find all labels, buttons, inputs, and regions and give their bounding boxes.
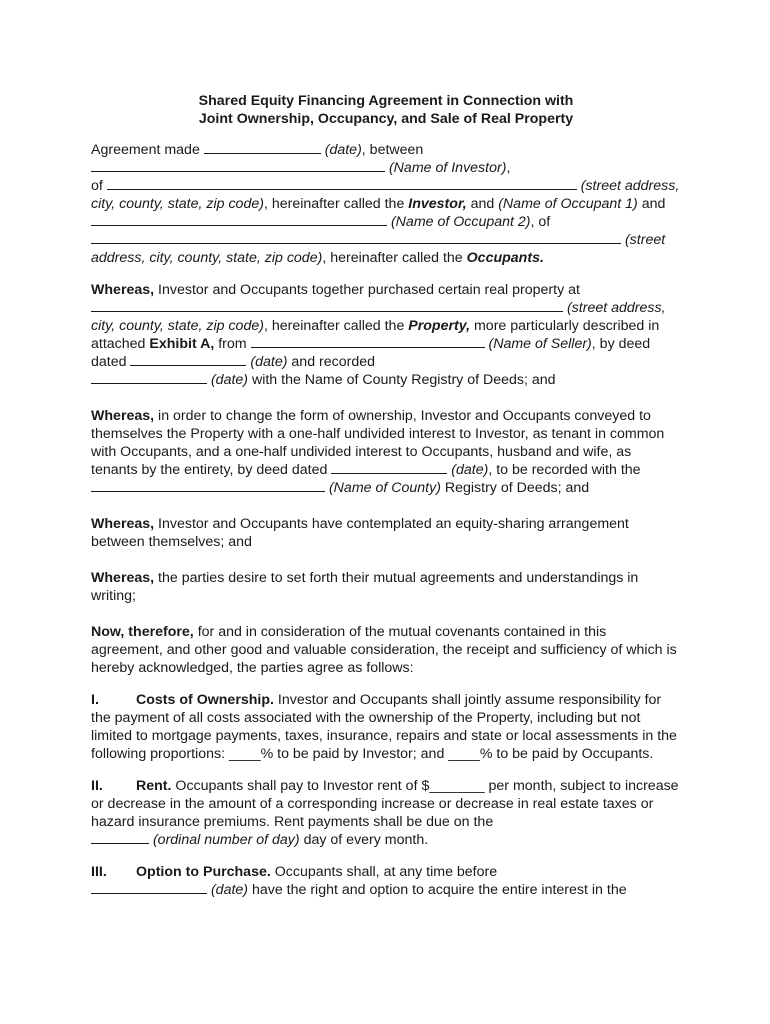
section-number: III.	[91, 864, 107, 880]
whereas-lead: Whereas,	[91, 516, 155, 532]
paragraph-text: Investor and Occupants have contemplated an equity-sharing arrangement between themselves; and	[91, 516, 629, 550]
paragraph-text: , by deed dated	[91, 336, 651, 370]
section-heading: Option to Purchase.	[136, 864, 271, 880]
date-label: (date)	[324, 142, 362, 158]
occupant2-blank[interactable]	[91, 213, 387, 226]
seller-label: (Name of Seller)	[488, 336, 592, 352]
paragraph-text: more particularly described in attached	[91, 318, 660, 352]
whereas-paragraph-3	[91, 515, 681, 551]
investor-address-blank[interactable]	[107, 177, 577, 190]
paragraph-text: and recorded	[287, 354, 376, 370]
whereas-paragraph-1	[91, 281, 681, 389]
section-heading: Rent.	[136, 778, 172, 794]
paragraph-text: Registry of Deeds; and	[440, 480, 590, 496]
paragraph-text: the parties desire to set forth their mutual agreements and understandings in writing;	[91, 570, 639, 604]
occupant1-label: (Name of Occupant 1)	[498, 196, 638, 212]
occupants-term: Occupants.	[466, 250, 544, 266]
whereas-lead: Whereas,	[91, 282, 155, 298]
ordinal-label: (ordinal number of day)	[152, 832, 300, 848]
title-line-1: Shared Equity Financing Agreement in Connection with	[198, 93, 574, 109]
investor-term: Investor,	[408, 196, 467, 212]
section-2	[91, 777, 681, 849]
paragraph-text: in order to change the form of ownership, Investor and Occupants conveyed to themselves the Property with a one-half undivided interest to Investor, as tenant in common with Occupants, and a one-half undivided interest to Occupants, husband and wife, as tenants by the entirety, by deed dated	[91, 408, 665, 478]
whereas-lead: Whereas,	[91, 408, 155, 424]
county-label: (Name of County)	[328, 480, 441, 496]
section-number: II.	[91, 778, 103, 794]
section-text: have the right and option to acquire the entire interest in the	[248, 882, 627, 898]
section-heading: Costs of Ownership.	[136, 692, 274, 708]
intro-text: of	[91, 178, 107, 194]
therefore-lead: Now, therefore,	[91, 624, 194, 640]
intro-text: , of	[530, 214, 551, 230]
therefore-paragraph	[91, 623, 681, 677]
section-text: Investor and Occupants shall jointly assume responsibility for the payment of all costs associated with the ownership of the Property, including but not limited to mortgage payments, taxes, insurance, repairs and state or local assessments in the following proportions: ____% to be paid by Investor; and ____% to be paid by Occupants.	[91, 692, 677, 762]
property-term: Property,	[408, 318, 471, 334]
intro-text: , hereinafter called the	[322, 250, 467, 266]
intro-text: and	[466, 196, 499, 212]
recorded-date-blank[interactable]	[91, 371, 207, 384]
whereas-lead: Whereas,	[91, 570, 155, 586]
intro-text: Agreement made	[91, 142, 204, 158]
intro-text: and	[637, 196, 666, 212]
section-text: Occupants shall pay to Investor rent of $_______ per month, subject to increase or decrease in the amount of a corresponding increase or decrease in real estate taxes or hazard insurance premiums. Rent payments shall be due on the	[91, 778, 679, 830]
date-label: (date)	[210, 882, 249, 898]
whereas-paragraph-2	[91, 407, 681, 497]
intro-text: , hereinafter called the	[263, 196, 409, 212]
date-label: (date)	[210, 372, 249, 388]
section-text: day of every month.	[299, 832, 429, 848]
document-title	[91, 92, 681, 128]
date-label: (date)	[250, 354, 288, 370]
occupant2-label: (Name of Occupant 2)	[390, 214, 531, 230]
date-label: (date)	[451, 462, 489, 478]
paragraph-text: , hereinafter called the	[263, 318, 409, 334]
paragraph-text: , to be recorded with the	[488, 462, 641, 478]
intro-text: ,	[506, 160, 511, 176]
section-text: Occupants shall, at any time before	[270, 864, 498, 880]
section-number: I.	[91, 692, 99, 708]
occupant-address-blank[interactable]	[91, 231, 621, 244]
paragraph-text: for and in consideration of the mutual covenants contained in this agreement, and other good and valuable consideration, the receipt and sufficiency of which is hereby acknowledged, the parties agree as follows:	[91, 624, 677, 676]
section-1	[91, 691, 681, 763]
street-label: (street address, city, county, state, zip code)	[91, 178, 680, 212]
whereas-paragraph-4	[91, 569, 681, 605]
title-line-2: Joint Ownership, Occupancy, and Sale of Real Property	[198, 111, 574, 127]
investor-name-blank[interactable]	[91, 159, 385, 172]
conveyance-date-blank[interactable]	[331, 461, 447, 474]
date-blank[interactable]	[204, 141, 321, 154]
intro-text: , between	[361, 142, 424, 158]
paragraph-text: with the Name of County Registry of Deeds; and	[248, 372, 556, 388]
section-3	[91, 863, 681, 899]
street-label: (street address, city, county, state, zip code)	[91, 232, 666, 266]
street-label: (street address, city, county, state, zip code)	[91, 300, 666, 334]
intro-paragraph	[91, 141, 681, 267]
option-date-blank[interactable]	[91, 881, 207, 894]
document-page	[91, 92, 681, 899]
exhibit-term: Exhibit A,	[149, 336, 215, 352]
investor-name-label: (Name of Investor)	[388, 160, 507, 176]
paragraph-text: from	[214, 336, 251, 352]
paragraph-text: Investor and Occupants together purchased certain real property at	[154, 282, 580, 298]
seller-blank[interactable]	[251, 335, 485, 348]
ordinal-day-blank[interactable]	[91, 831, 149, 844]
county-blank[interactable]	[91, 479, 325, 492]
deed-date-blank[interactable]	[130, 353, 246, 366]
property-address-blank[interactable]	[91, 299, 563, 312]
